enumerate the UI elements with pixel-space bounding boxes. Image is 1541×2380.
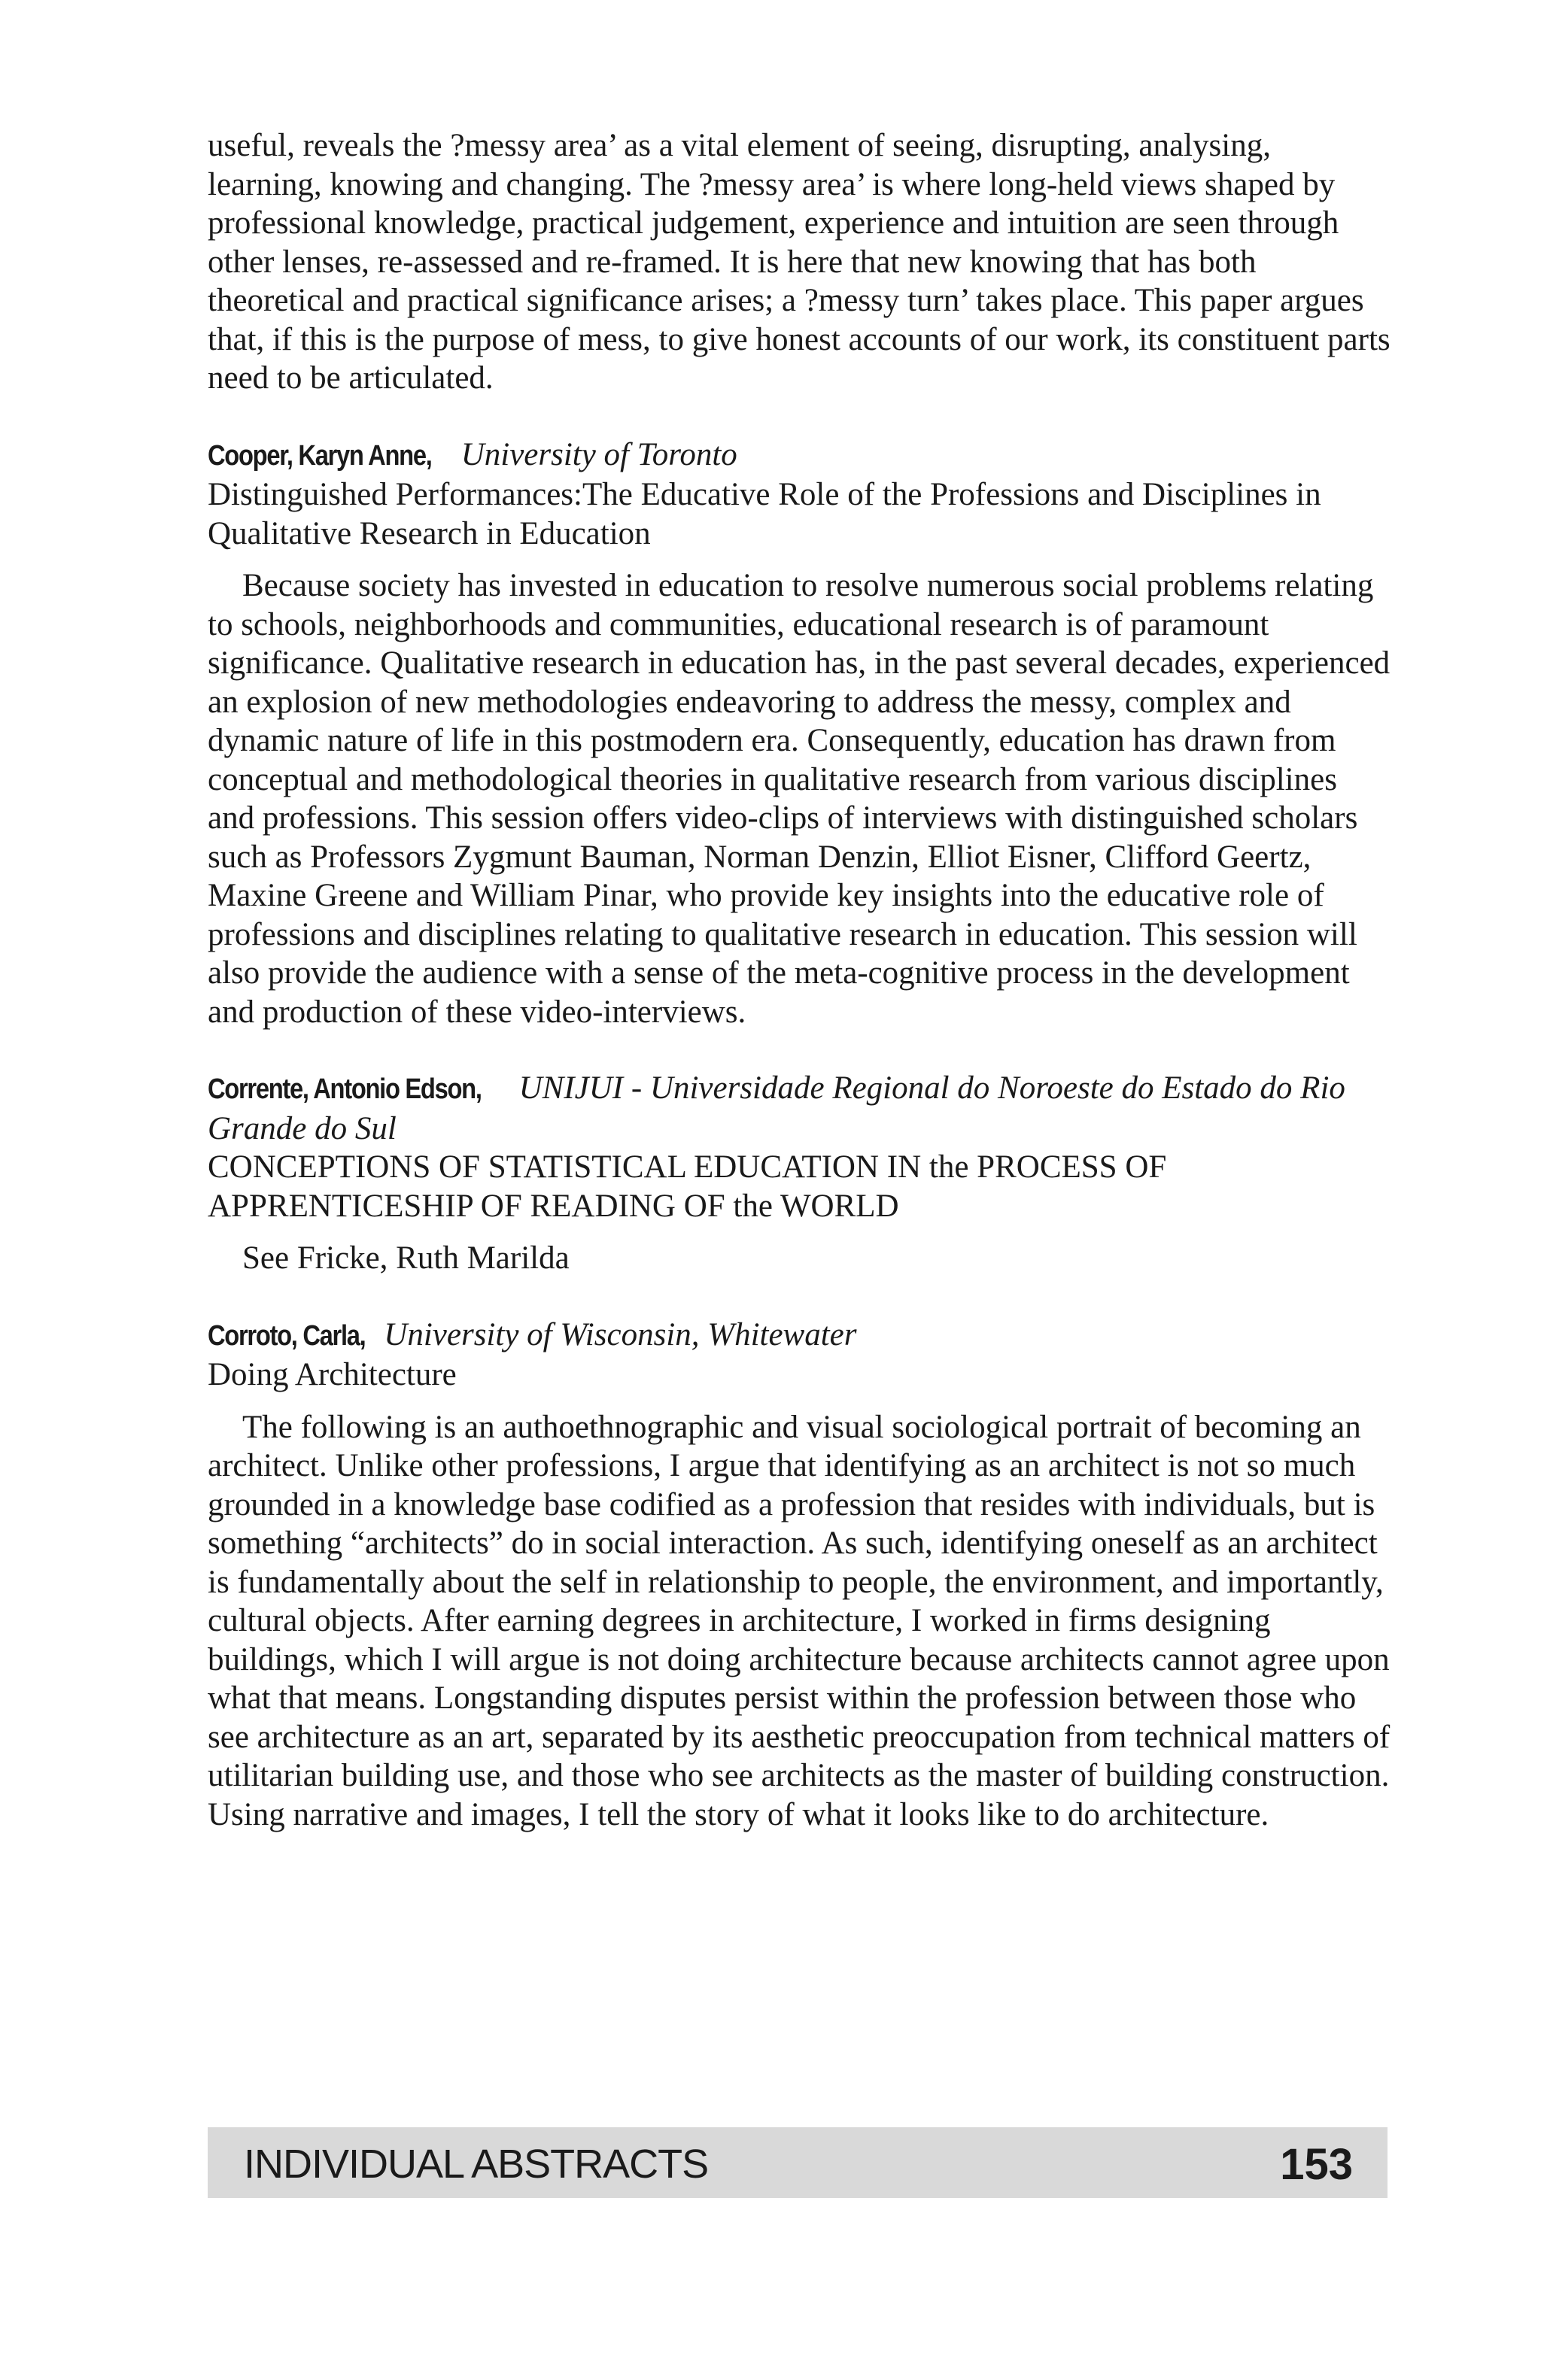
author-name: Cooper, Karyn Anne, — [208, 439, 432, 472]
section-label: INDIVIDUAL ABSTRACTS — [244, 2142, 709, 2187]
page-number: 153 — [1280, 2140, 1353, 2189]
page-body — [208, 126, 1391, 1834]
page-footer — [208, 2127, 1388, 2198]
abstract-title: Distinguished Performances:The Educative Role of the Professions and Disciplines in Qualitative Research in Education — [208, 477, 1321, 551]
abstract-text: See Fricke, Ruth Marilda — [242, 1240, 570, 1276]
abstract-title: CONCEPTIONS OF STATISTICAL EDUCATION IN the PROCESS OF APPRENTICESHIP OF READING OF the WORLD — [208, 1149, 1167, 1224]
abstract-entry-cooper — [208, 436, 1391, 1032]
author-affiliation: UNIJUI - Universidade Regional do Noroeste do Estado do Rio Grande do Sul — [208, 1070, 1345, 1146]
abstract-text: The following is an authoethnographic and visual sociological portrait of becoming an architect. Unlike other professions, I argue that identifying as an architect is not so much grounded in a knowledge base codified as a profession that resides with individuals, but is something “architects” do in social interaction. As such, identifying oneself as an architect is fundamentally about the self in relationship to people, the environment, and importantly, cultural objects. After earning degrees in architecture, I worked in firms designing buildings, which I will argue is not doing architecture because architects cannot agree upon what that means. Longstanding disputes persist within the profession between those who see architecture as an art, separated by its aesthetic preoccupation from technical matters of utilitarian building use, and those who see architects as the master of building construction. Using narrative and images, I tell the story of what it looks like to do architecture. — [208, 1409, 1391, 1832]
author-name: Corrente, Antonio Edson, — [208, 1073, 482, 1105]
abstract-title: Doing Architecture — [208, 1357, 457, 1392]
entry-heading — [208, 436, 1391, 476]
entry-heading — [208, 1069, 1391, 1148]
entry-heading — [208, 1316, 1391, 1356]
author-name: Corroto, Carla, — [208, 1319, 366, 1352]
abstract-entry-corroto — [208, 1316, 1391, 1835]
intro-paragraph: useful, reveals the ?messy area’ as a vital element of seeing, disrupting, analysing, learning, knowing and changing. The ?messy area’ is where long-held views shaped by professional knowledge, practical judgement, experience and intuition are seen through other lenses, re-assessed and re-framed. It is here that new knowing that has both theoretical and practical significance arises; a ?messy turn’ takes place. This paper argues that, if this is the purpose of mess, to give honest accounts of our work, its constituent parts need to be articulated. — [208, 128, 1391, 396]
abstract-text: Because society has invested in education to resolve numerous social problems relating to schools, neighborhoods and communities, educational research is of paramount significance. Qualitative research in education has, in the past several decades, experienced an explosion of new methodologies endeavoring to address the messy, complex and dynamic nature of life in this postmodern era. Consequently, education has drawn from conceptual and methodological theories in qualitative research from various disciplines and professions. This session offers video-clips of interviews with distinguished scholars such as Professors Zygmunt Bauman, Norman Denzin, Elliot Eisner, Clifford Geertz, Maxine Greene and William Pinar, who provide key insights into the educative role of professions and disciplines relating to qualitative research in education. This session will also provide the audience with a sense of the meta-cognitive process in the development and production of these video-interviews. — [208, 568, 1391, 1030]
author-affiliation: University of Toronto — [460, 436, 737, 472]
abstract-entry-corrente — [208, 1069, 1391, 1278]
author-affiliation: University of Wisconsin, Whitewater — [384, 1316, 857, 1352]
